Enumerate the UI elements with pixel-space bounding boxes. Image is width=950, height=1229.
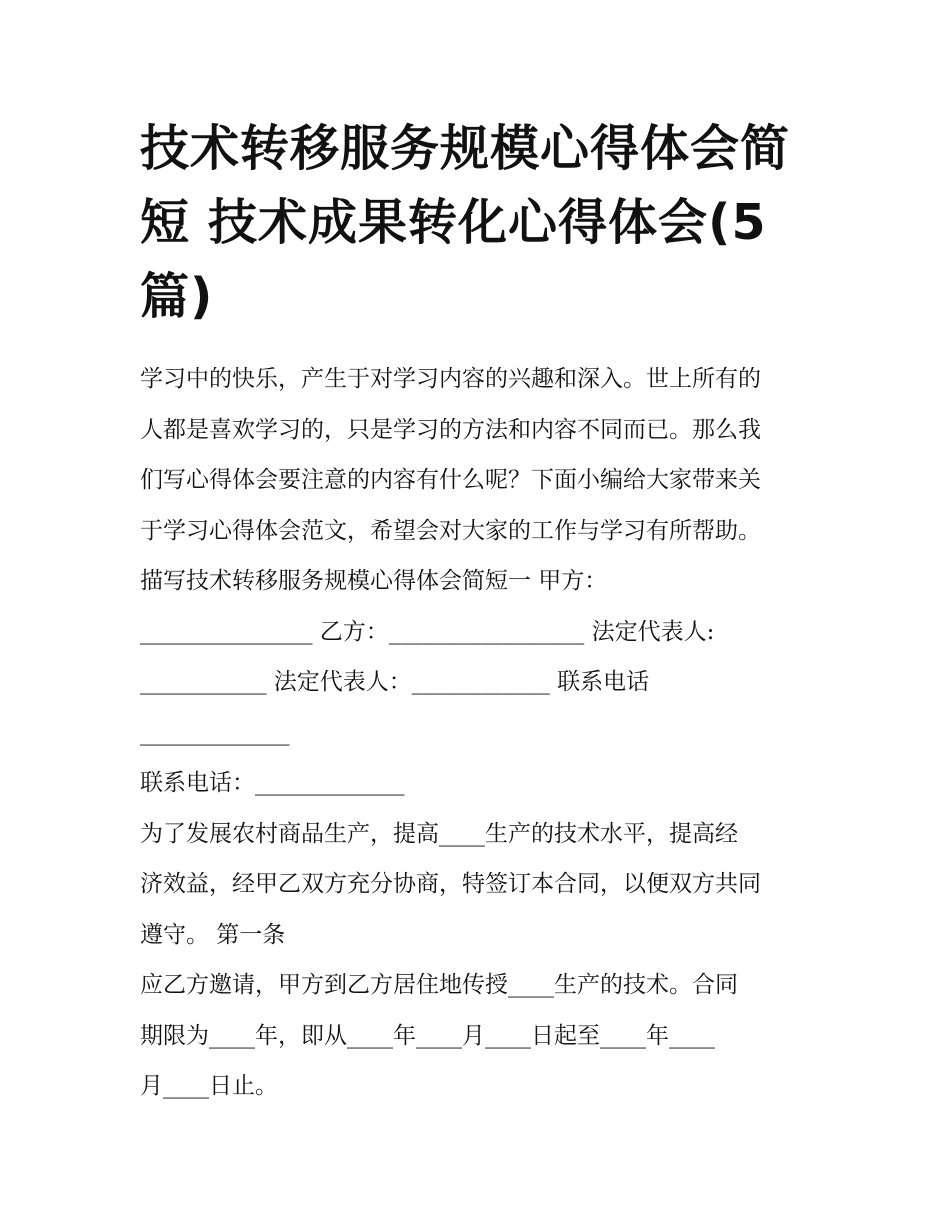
body-line: 学习中的快乐，产生于对学习内容的兴趣和深入。世上所有的 [140,366,761,392]
body-line: 遵守。 第一条 [140,921,286,948]
body-line: 期限为____年，即从____年____月____日起至____年____ [140,1022,715,1049]
body-line: 济效益，经甲乙双方充分协商，特签订本合同，以便双方共同 [140,871,761,897]
body-line: 于学习心得体会范文，希望会对大家的工作与学习有所帮助。 [140,517,761,544]
title-line: 技术转移服务规模心得体会简 [140,120,791,177]
document-body [140,354,820,1112]
body-line: 人都是喜欢学习的，只是学习的方法和内容不同而已。那么我 [140,416,761,443]
body-line: 为了发展农村商品生产，提高____生产的技术水平，提高经 [140,820,738,847]
title-line: 篇) [140,268,214,325]
body-line: _____________ [140,719,290,746]
document-title [140,112,820,334]
body-line: 描写技术转移服务规模心得体会简短一 甲方： [140,568,608,594]
body-line: 联系电话：_____________ [140,770,405,796]
body-line: 月____日止。 [140,1073,278,1099]
document-page [140,112,820,1112]
body-line: _______________ 乙方：_________________ 法定代表人: [140,618,715,645]
body-line: 们写心得体会要注意的内容有什么呢？下面小编给大家带来关 [140,467,761,493]
body-line: 应乙方邀请，甲方到乙方居住地传授____生产的技术。合同 [140,972,738,998]
title-line: 短 技术成果转化心得体会(5 [140,194,767,251]
body-line: ___________ 法定代表人：____________ 联系电话 [140,669,650,695]
